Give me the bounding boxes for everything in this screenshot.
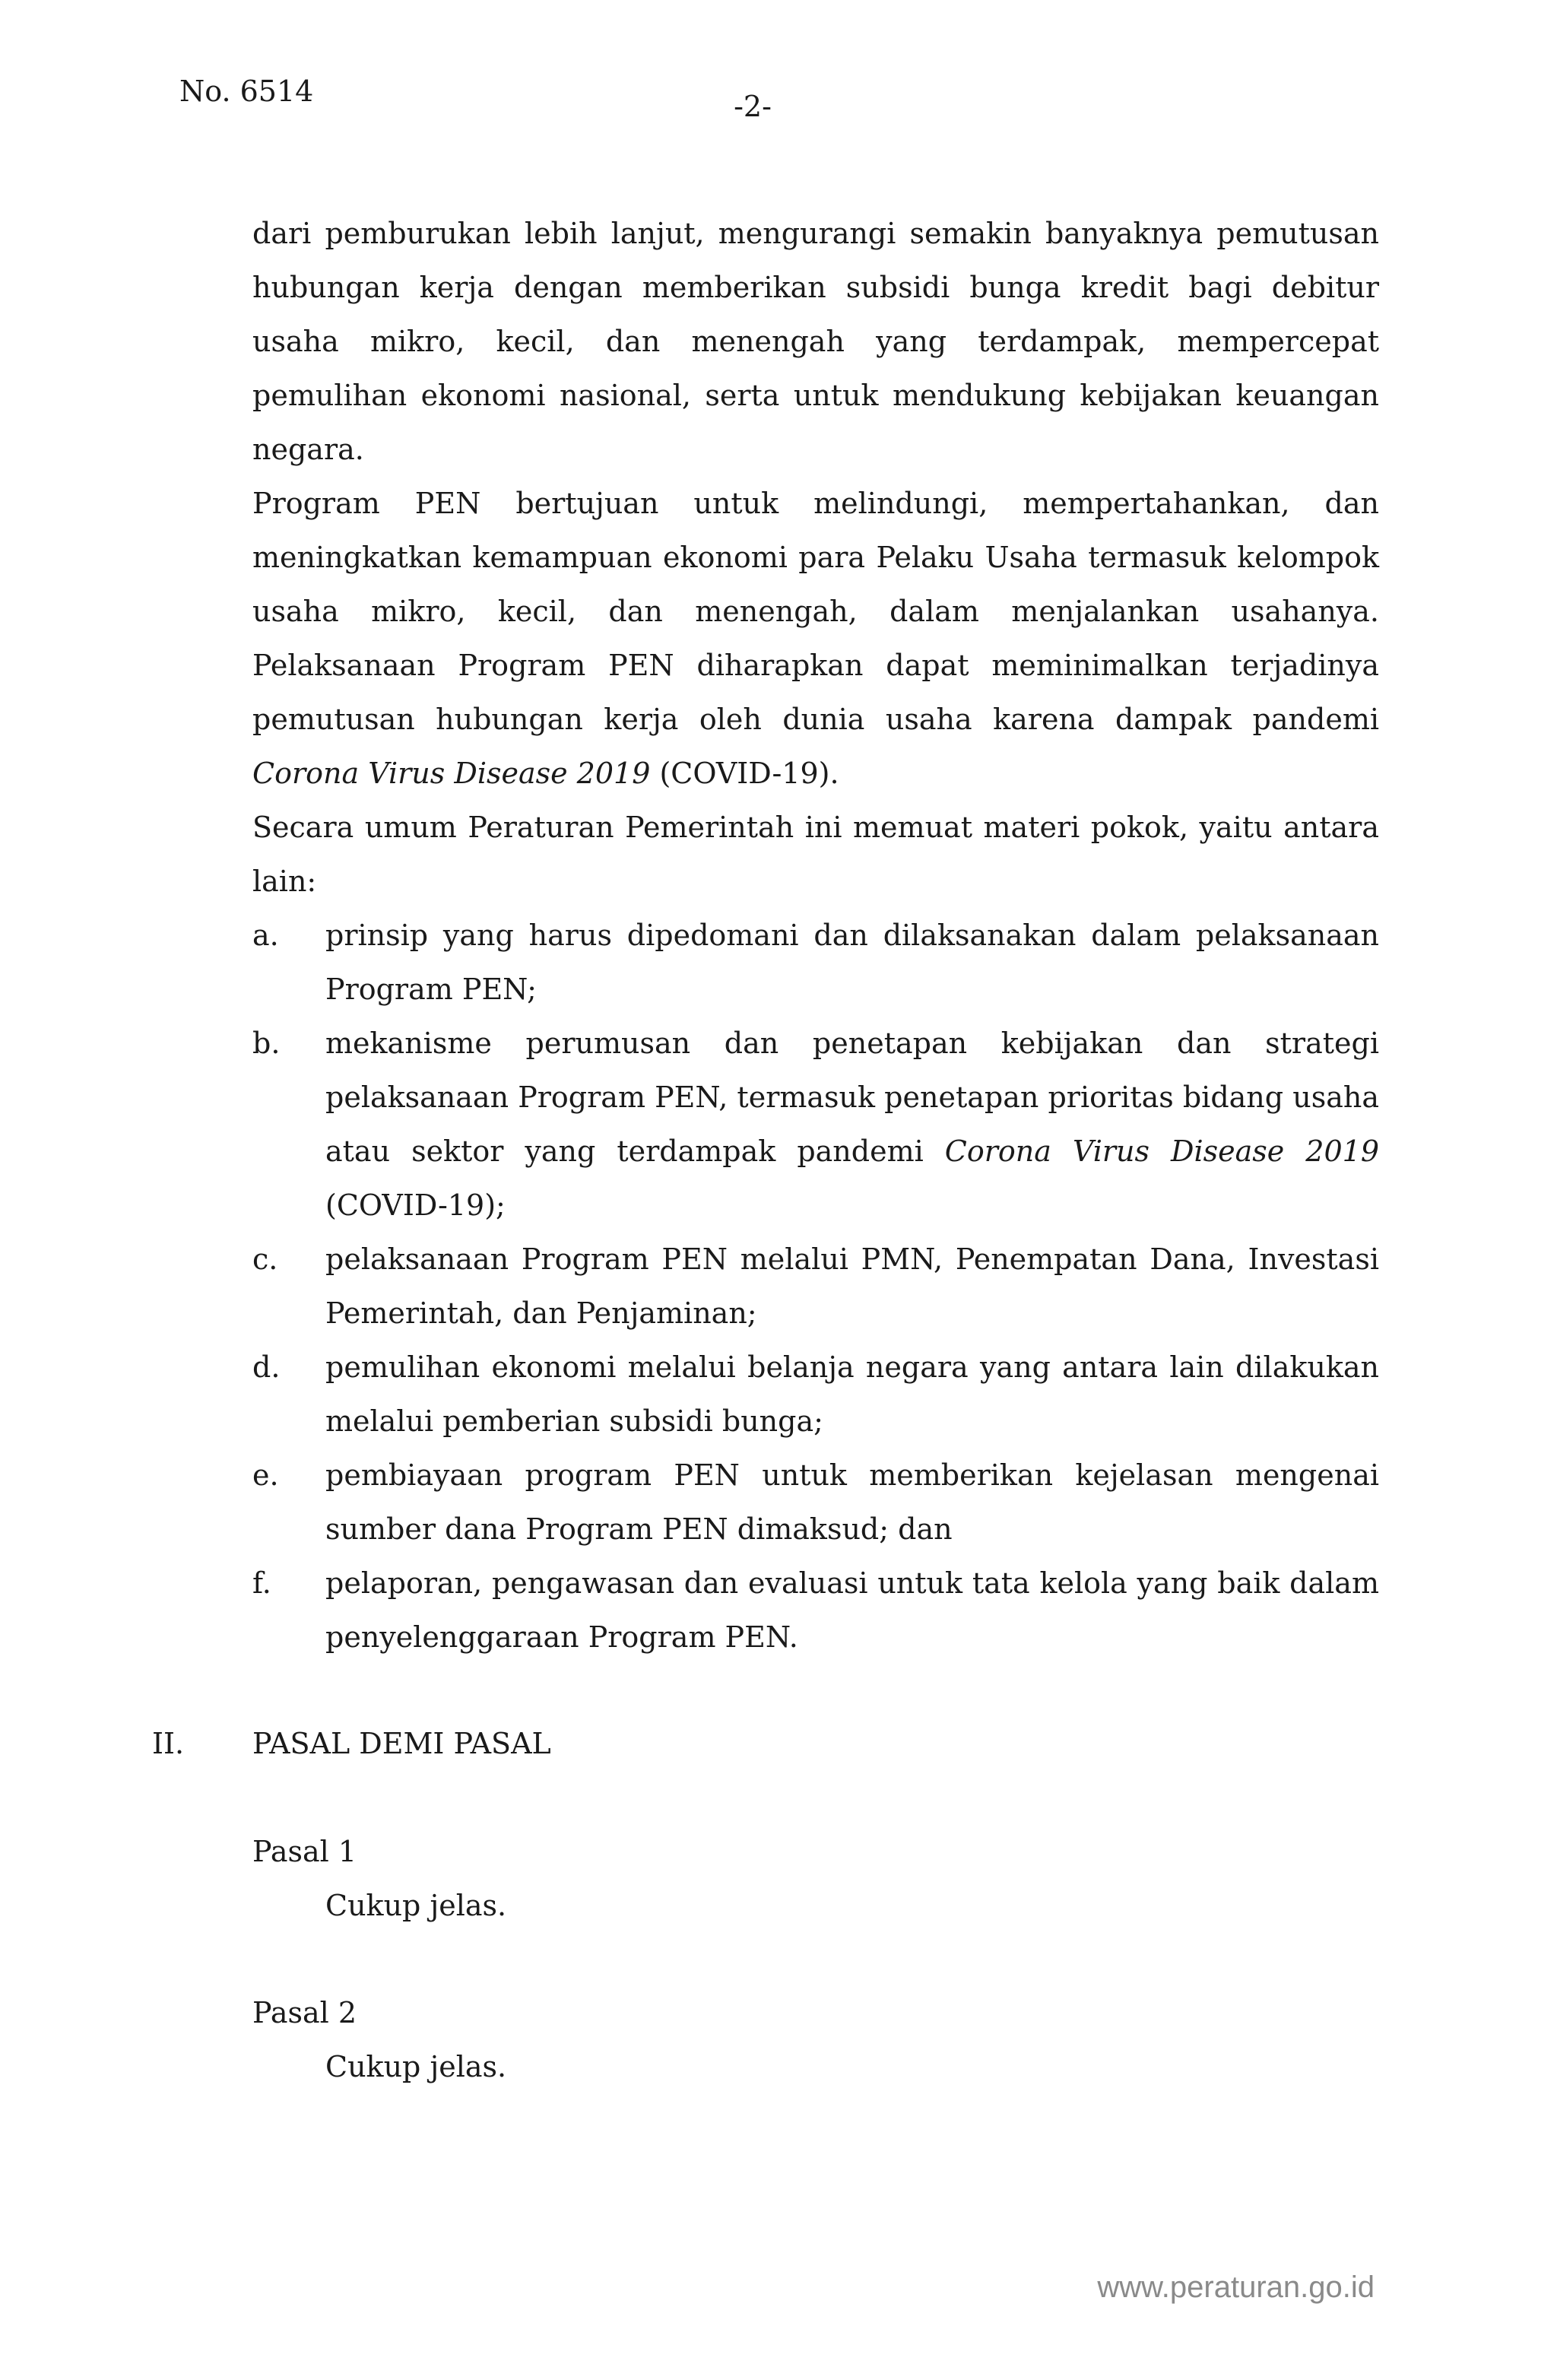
- pasal-1-title: Pasal 1: [252, 1835, 357, 1868]
- document-number: No. 6514: [179, 75, 314, 108]
- list-item-c: [252, 1233, 1379, 1341]
- page-number: -2-: [734, 90, 772, 123]
- list-text-a: prinsip yang harus dipedomani dan dilaksanakan dalam pelaksanaan Program PEN;: [325, 919, 1379, 1006]
- list-marker-e: e.: [252, 1458, 279, 1492]
- list-text-d: pemulihan ekonomi melalui belanja negara yang antara lain dilakukan melalui pemberian subsidi bunga;: [325, 1350, 1379, 1438]
- paragraph-1: dari pemburukan lebih lanjut, mengurangi semakin banyaknya pemutusan hubungan kerja dengan memberikan subsidi bunga kredit bagi debitur usaha mikro, kecil, dan menengah yang terdampak, mempercepat pemulihan ekonomi nasional, serta untuk mendukung kebijakan keuangan negara.: [252, 217, 1379, 466]
- list-marker-f: f.: [252, 1566, 271, 1600]
- list-text-c: pelaksanaan Program PEN melalui PMN, Penempatan Dana, Investasi Pemerintah, dan Penjaminan;: [325, 1242, 1379, 1330]
- list-text-b-main: mekanisme perumusan dan penetapan kebijakan dan strategi pelaksanaan Program PEN, termasuk penetapan prioritas bidang usaha atau sektor yang terdampak pandemi: [325, 1027, 1379, 1168]
- list-item-a: [252, 909, 1379, 1017]
- paragraph-3: Secara umum Peraturan Pemerintah ini memuat materi pokok, yaitu antara lain:: [252, 811, 1379, 898]
- section-heading: [152, 1717, 551, 1771]
- pasal-1-block: [252, 1825, 506, 1933]
- list-text-f: pelaporan, pengawasan dan evaluasi untuk tata kelola yang baik dalam penyelenggaraan Program PEN.: [325, 1566, 1379, 1654]
- list-text-b-end: (COVID-19);: [325, 1188, 506, 1222]
- paragraph-2-end: (COVID-19).: [650, 757, 839, 790]
- pasal-2-body: Cukup jelas.: [325, 2050, 507, 2083]
- paragraph-2-text: Program PEN bertujuan untuk melindungi, mempertahankan, dan meningkatkan kemampuan ekonomi para Pelaku Usaha termasuk kelompok usaha mikro, kecil, dan menengah, dalam menjalankan usahanya. Pelaksanaan Program PEN diharapkan dapat meminimalkan terjadinya pemutusan hubungan kerja oleh dunia usaha karena dampak pandemi: [252, 487, 1379, 736]
- section-numeral: II.: [152, 1727, 185, 1760]
- list-item-b: [252, 1017, 1379, 1233]
- section-title: PASAL DEMI PASAL: [252, 1727, 551, 1760]
- list-marker-d: d.: [252, 1350, 281, 1384]
- list-item-f: [252, 1557, 1379, 1664]
- material-list: [252, 909, 1379, 1664]
- footer-watermark-url: www.peraturan.go.id: [1097, 2271, 1375, 2304]
- pasal-2-block: [252, 1986, 506, 2094]
- paragraph-2-italic: Corona Virus Disease 2019: [252, 757, 651, 790]
- paragraph-2: [252, 477, 1379, 801]
- list-text-e: pembiayaan program PEN untuk memberikan kejelasan mengenai sumber dana Program PEN dimaksud; dan: [325, 1458, 1379, 1546]
- explanation-body: [252, 207, 1379, 1664]
- pasal-2-title: Pasal 2: [252, 1996, 357, 2029]
- pasal-1-body: Cukup jelas.: [325, 1889, 507, 1922]
- list-item-e: [252, 1449, 1379, 1557]
- list-text-b-italic: Corona Virus Disease 2019: [944, 1134, 1379, 1168]
- list-marker-c: c.: [252, 1242, 278, 1276]
- list-item-d: [252, 1341, 1379, 1449]
- list-marker-b: b.: [252, 1027, 281, 1060]
- list-marker-a: a.: [252, 919, 279, 952]
- list-text-b: [325, 1017, 1379, 1233]
